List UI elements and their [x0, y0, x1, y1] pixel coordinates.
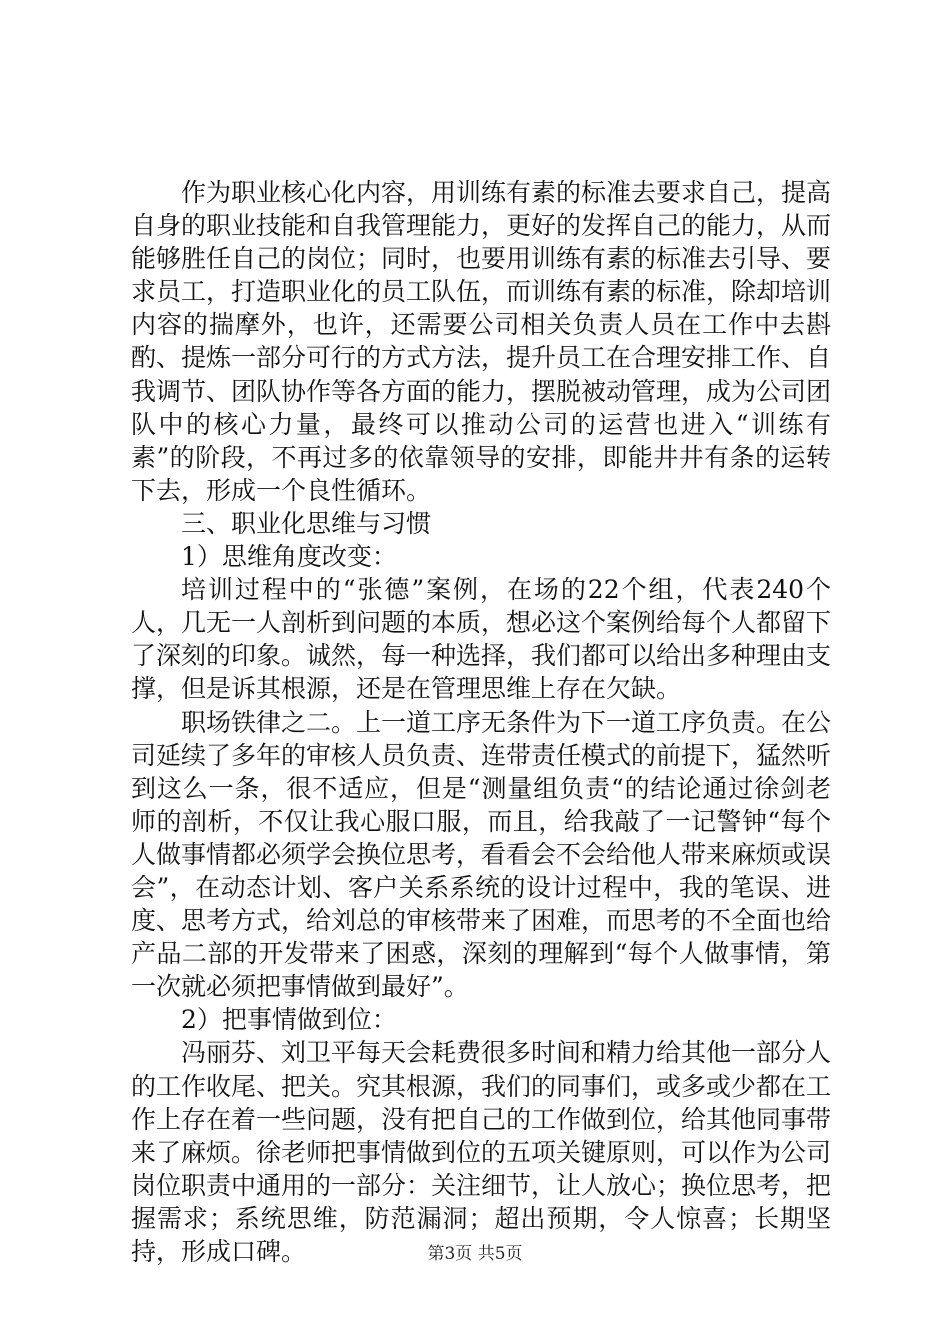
subheading-thinking-angle: 1）思维角度改变：	[181, 542, 397, 572]
paragraph-five-principles: 冯丽芬、刘卫平每天会耗费很多时间和精力给其他一部分人的工作收尾、把关。究其根源，我们的同事们，或多或少都在工作上存在着一些问题，没有把自己的工作做到位，给其他同事带来了麻烦。徐老师把事情做到位的五项关键原则，可以作为公司岗位职责中通用的一部分：关注细节，让人放心；换位思考，把握需求；系统思维，防范漏洞；超出预期，令人惊喜；长期坚持，形成口碑。	[131, 1038, 832, 1266]
page-number-footer: 第3页 共5页	[427, 1244, 523, 1264]
paragraph-workplace-rule: 职场铁律之二。上一道工序无条件为下一道工序负责。在公司延续了多年的审核人员负责、连带责任模式的前提下，猛然听到这么一条，很不适应，但是“测量组负责“的结论通过徐剑老师的剖析，不仅让我心服口服，而且，给我敲了一记警钟“每个人做事情都必须学会换位思考，看看会不会给他人带来麻烦或误会”，在动态计划、客户关系系统的设计过程中，我的笔误、进度、思考方式，给刘总的审核带来了困难，而思考的不全面也给产品二部的开发带来了困惑，深刻的理解到“每个人做事情，第一次就必须把事情做到最好”。	[131, 707, 832, 1002]
paragraph-professional-core: 作为职业核心化内容，用训练有素的标准去要求自己，提高自身的职业技能和自我管理能力，更好的发挥自己的能力，从而能够胜任自己的岗位；同时，也要用训练有素的标准去引导、要求员工，打造职业化的员工队伍，而训练有素的标准，除却培训内容的揣摩外，也许，还需要公司相关负责人员在工作中去斟酌、提炼一部分可行的方式方法，提升员工在合理安排工作、自我调节、团队协作等各方面的能力，摆脱被动管理，成为公司团队中的核心力量，最终可以推动公司的运营也进入“训练有素”的阶段，不再过多的依靠领导的安排，即能井井有条的运转下去，形成一个良性循环。	[131, 178, 832, 505]
body-text	[131, 176, 831, 1268]
paragraph-zhangde-case: 培训过程中的“张德”案例，在场的22个组，代表240个人，几无一人剖析到问题的本质，想必这个案例给每个人都留下了深刻的印象。诚然，每一种选择，我们都可以给出多种理由支撑，但是诉其根源，还是在管理思维上存在欠缺。	[131, 575, 832, 704]
section-heading-thinking-habits: 三、职业化思维与习惯	[181, 508, 432, 538]
subheading-do-things-right: 2）把事情做到位：	[181, 1005, 397, 1035]
